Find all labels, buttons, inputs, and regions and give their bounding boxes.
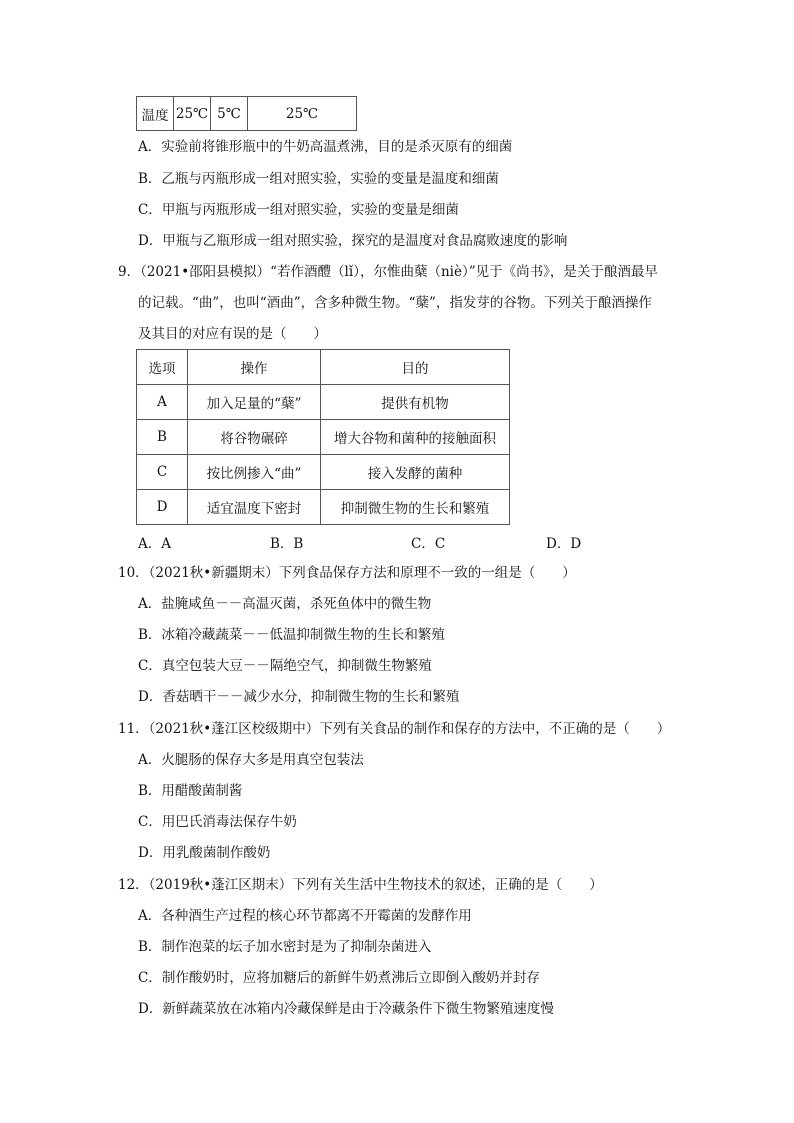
q11-option-a: A．火腿肠的保存大多是用真空包装法 xyxy=(138,752,364,768)
q12-option-b: B．制作泡菜的坛子加水密封是为了抑制杂菌进入 xyxy=(138,939,432,955)
column-header: 目的 xyxy=(321,350,510,385)
q10-option-c: C．真空包装大豆－－隔绝空气，抑制微生物繁殖 xyxy=(138,658,432,674)
table-cell: 抑制微生物的生长和繁殖 xyxy=(321,490,510,525)
q9-option-d: D．D xyxy=(546,536,582,552)
q10-option-b: B．冰箱冷藏蔬菜－－低温抑制微生物的生长和繁殖 xyxy=(138,627,445,643)
table-cell: 适宜温度下密封 xyxy=(188,490,321,525)
q8-option-c: C．甲瓶与丙瓶形成一组对照实验，实验的变量是细菌 xyxy=(138,202,459,218)
q9-stem-line-3: 及其目的对应有误的是（ ） xyxy=(138,326,327,342)
table-cell: 加入足量的“蘖” xyxy=(188,385,321,420)
table-cell: D xyxy=(137,490,188,525)
table-cell: 提供有机物 xyxy=(321,385,510,420)
table-row xyxy=(137,490,510,525)
q8-option-a: A．实验前将锥形瓶中的牛奶高温煮沸，目的是杀灭原有的细菌 xyxy=(138,139,513,155)
table-cell: A xyxy=(137,385,188,420)
q12-option-d: D．新鲜蔬菜放在冰箱内冷藏保鲜是由于冷藏条件下微生物繁殖速度慢 xyxy=(138,1001,554,1017)
q8-option-d: D．甲瓶与乙瓶形成一组对照实验，探究的是温度对食品腐败速度的影响 xyxy=(138,233,568,249)
q9-stem-line-1: 9．（2021•邵阳县模拟）“若作酒醴（lǐ），尔惟曲蘖（niè）”见于《尚书》，是关于酿酒最早 xyxy=(118,264,658,280)
q10-option-a: A．盐腌咸鱼－－高温灭菌，杀死鱼体中的微生物 xyxy=(138,596,432,612)
table-cell: 5℃ xyxy=(211,97,248,131)
table-cell: 按比例掺入“曲” xyxy=(188,455,321,490)
column-header: 选项 xyxy=(137,350,188,385)
table-cell: 增大谷物和菌种的接触面积 xyxy=(321,420,510,455)
table-cell: 接入发酵的菌种 xyxy=(321,455,510,490)
q9-option-b: B．B xyxy=(270,536,304,552)
table-cell: B xyxy=(137,420,188,455)
q9-brewing-table xyxy=(136,349,510,525)
table-cell: 将谷物碾碎 xyxy=(188,420,321,455)
q11-option-c: C．用巴氏消毒法保存牛奶 xyxy=(138,814,297,830)
temperature-table xyxy=(136,96,357,131)
q11-stem: 11．（2021秋•蓬江区校级期中）下列有关食品的制作和保存的方法中，不正确的是（ ） xyxy=(118,721,671,737)
q11-option-d: D．用乳酸菌制作酸奶 xyxy=(138,845,271,861)
q9-options xyxy=(138,532,598,550)
q11-option-b: B．用醋酸菌制酱 xyxy=(138,783,243,799)
table-header-row xyxy=(137,350,510,385)
q10-stem: 10．（2021秋•新疆期末）下列食品保存方法和原理不一致的一组是（ ） xyxy=(118,565,576,581)
q12-stem: 12．（2019秋•蓬江区期末）下列有关生活中生物技术的叙述，正确的是（ ） xyxy=(118,877,603,893)
table-row xyxy=(137,385,510,420)
q12-option-a: A．各种酒生产过程的核心环节都离不开霉菌的发酵作用 xyxy=(138,908,472,924)
table-cell: 温度 xyxy=(137,97,174,131)
q9-stem-line-2: 的记载。“曲”，也叫“酒曲”，含多种微生物。“蘖”，指发芽的谷物。下列关于酿酒操作 xyxy=(138,295,652,311)
table-cell: C xyxy=(137,455,188,490)
table-cell: 25℃ xyxy=(174,97,211,131)
q8-option-b: B．乙瓶与丙瓶形成一组对照实验，实验的变量是温度和细菌 xyxy=(138,171,499,187)
column-header: 操作 xyxy=(188,350,321,385)
q10-option-d: D．香菇晒干－－减少水分，抑制微生物的生长和繁殖 xyxy=(138,689,460,705)
table-cell: 25℃ xyxy=(248,97,357,131)
table-row xyxy=(137,97,357,131)
table-row xyxy=(137,420,510,455)
q12-option-c: C．制作酸奶时，应将加糖后的新鲜牛奶煮沸后立即倒入酸奶并封存 xyxy=(138,970,540,986)
q9-option-a: A．A xyxy=(138,536,171,552)
q9-option-c: C．C xyxy=(411,536,446,552)
table-row xyxy=(137,455,510,490)
